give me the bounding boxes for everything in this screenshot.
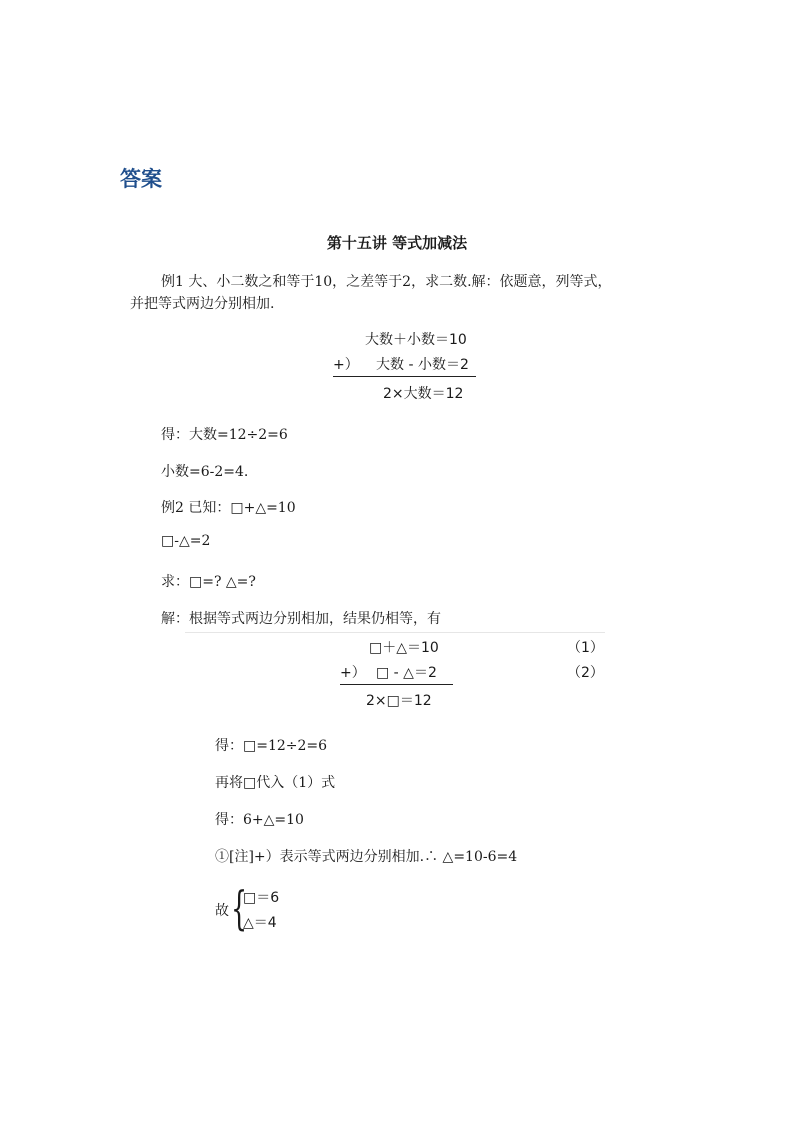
ex1-sum-rule (333, 376, 476, 377)
so-square: □＝6 (243, 890, 280, 906)
faint-line (185, 632, 605, 633)
lecture-title: 第十五讲 等式加减法 (326, 234, 468, 252)
answer-heading: 答案 (120, 167, 162, 191)
ex1-result1: 得：大数=12÷2=6 (161, 427, 288, 443)
ex2-line2: □-△=2 (161, 533, 211, 549)
ex2-line3: 求：□=? △=? (161, 574, 256, 590)
ex1-eq2: 大数 - 小数＝2 (376, 357, 469, 373)
ex1-line1: 例1 大、小二数之和等于10，之差等于2，求二数.解：依题意，列等式， (161, 274, 612, 290)
so-label: 故 (215, 903, 229, 919)
ex2-line4: 解：根据等式两边分别相加，结果仍相等，有 (161, 611, 441, 627)
ex1-eq1: 大数＋小数＝10 (365, 332, 467, 348)
ex1-eq2-op: +） (333, 357, 359, 373)
ex2-eq1: □＋△＝10 (369, 640, 439, 656)
ex1-line2: 并把等式两边分别相加. (130, 296, 275, 312)
ex2-eq2-op: +） (340, 665, 366, 681)
ex2-eq2-tag: （2） (567, 665, 604, 681)
ex2-eq1-tag: （1） (567, 640, 604, 656)
left-brace: { (231, 881, 248, 935)
so-triangle: △＝4 (243, 915, 277, 931)
ex2-result1: 得：□=12÷2=6 (215, 738, 328, 754)
ex1-result2: 小数=6-2=4. (161, 464, 249, 480)
ex2-eq3: 2×□＝12 (366, 693, 432, 709)
ex2-sum-rule (340, 684, 453, 685)
ex2-result2: 再将□代入（1）式 (215, 775, 336, 791)
ex2-eq2: □ - △＝2 (376, 665, 437, 681)
ex2-result3: 得：6+△=10 (215, 812, 304, 828)
ex2-line1: 例2 已知：□+△=10 (161, 500, 296, 516)
ex1-eq3: 2×大数＝12 (383, 386, 464, 402)
ex2-note: ①[注]+）表示等式两边分别相加.∴ △=10-6=4 (215, 849, 518, 865)
